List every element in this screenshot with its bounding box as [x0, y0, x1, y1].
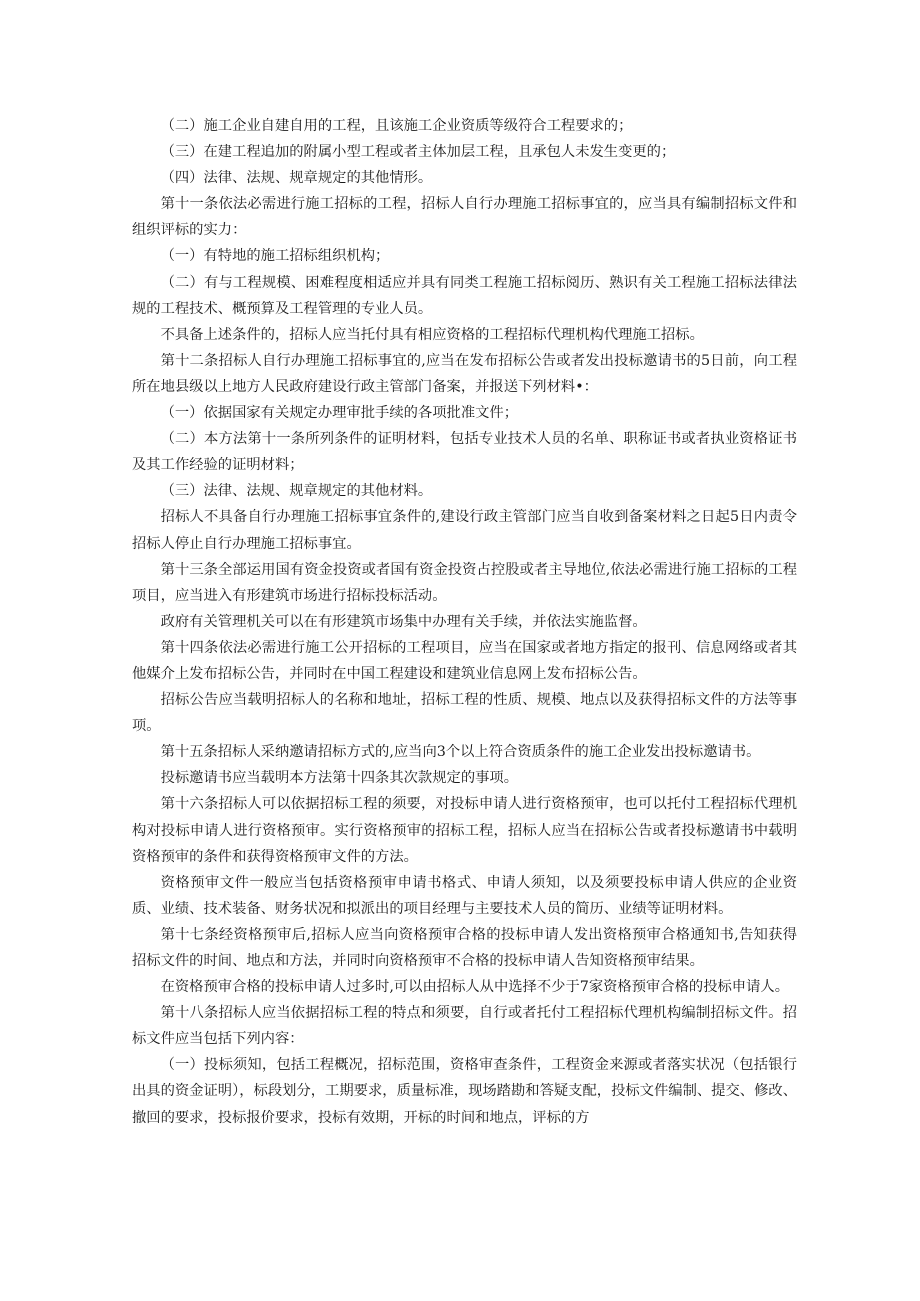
paragraph: （二）有与工程规模、困难程度相适应并具有同类工程施工招标阅历、熟识有关工程施工招标法律法规的工程技术、概预算及工程管理的专业人员。 — [132, 274, 797, 317]
paragraph: 第十一条依法必需进行施工招标的工程，招标人自行办理施工招标事宜的，应当具有编制招标文件和组织评标的实力： — [132, 196, 797, 239]
paragraph: 第十四条依法必需进行施工公开招标的工程项目，应当在国家或者地方指定的报刊、信息网络或者其他媒介上发布招标公告，并同时在中国工程建设和建筑业信息网上发布招标公告。 — [132, 639, 797, 682]
paragraph: （二）施工企业自建自用的工程，且该施工企业资质等级符合工程要求的； — [160, 118, 633, 134]
paragraph: 第十八条招标人应当依据招标工程的特点和须要，自行或者托付工程招标代理机构编制招标文件。招标文件应当包括下列内容： — [132, 1005, 797, 1048]
paragraph: 第十五条招标人采纳邀请招标方式的,应当向3个以上符合资质条件的施工企业发出投标邀请书。 — [160, 744, 761, 761]
paragraph: 招标公告应当载明招标人的名称和地址，招标工程的性质、规模、地点以及获得招标文件的方法等事项。 — [132, 692, 797, 735]
paragraph: （二）本方法第十一条所列条件的证明材料，包括专业技术人员的名单、职称证书或者执业资格证书及其工作经验的证明材料； — [132, 431, 797, 474]
paragraph: （三）在建工程追加的附属小型工程或者主体加层工程，且承包人未发生变更的； — [160, 144, 676, 161]
paragraph: （一）有特地的施工招标组织机构； — [160, 248, 390, 265]
paragraph: 资格预审文件一般应当包括资格预审申请书格式、申请人须知，以及须要投标申请人供应的企业资质、业绩、技术装备、财务状况和拟派出的项目经理与主要技术人员的简历、业绩等证明材料。 — [132, 874, 797, 917]
paragraph: 第十三条全部运用国有资金投资或者国有资金投资占控股或者主导地位,依法必需进行施工招标的工程项目，应当进入有形建筑市场进行招标投标活动。 — [132, 561, 797, 604]
paragraph: 投标邀请书应当载明本方法第十四条其次款规定的事项。 — [160, 770, 519, 787]
paragraph: （一）依据国家有关规定办理审批手续的各项批准文件； — [160, 405, 519, 422]
paragraph: 第十七条经资格预审后,招标人应当向资格预审合格的投标申请人发出资格预审合格通知书,告知获得招标文件的时间、地点和方法，并同时向资格预审不合格的投标申请人告知资格预审结果。 — [132, 926, 797, 969]
paragraph: 政府有关管理机关可以在有形建筑市场集中办理有关手续，并依法实施监督。 — [160, 613, 647, 630]
paragraph: 第十二条招标人自行办理施工招标事宜的,应当在发布招标公告或者发出投标邀请书的5日前，向工程所在地县级以上地方人民政府建设行政主管部门备案，并报送下列材料•： — [132, 352, 797, 395]
document-body — [132, 113, 797, 1131]
paragraph: 在资格预审合格的投标申请人过多时,可以由招标人从中选择不少于7家资格预审合格的投标申请人。 — [160, 979, 789, 996]
paragraph: （四）法律、法规、规章规定的其他情形。 — [160, 170, 433, 187]
paragraph: 不具备上述条件的，招标人应当托付具有相应资格的工程招标代理机构代理施工招标。 — [160, 326, 704, 343]
paragraph: 第十六条招标人可以依据招标工程的须要，对投标申请人进行资格预审，也可以托付工程招标代理机构对投标申请人进行资格预审。实行资格预审的招标工程，招标人应当在招标公告或者投标邀请书中载明资格预审的条件和获得资格预审文件的方法。 — [132, 796, 797, 865]
paragraph: （一）投标须知，包括工程概况，招标范围，资格审查条件，工程资金来源或者落实状况（包括银行出具的资金证明），标段划分，工期要求，质量标准，现场踏勘和答疑支配，投标文件编制、提交、修改、撤回的要求，投标报价要求，投标有效期，开标的时间和地点，评标的方 — [132, 1057, 797, 1126]
paragraph: （三）法律、法规、规章规定的其他材料。 — [160, 483, 433, 500]
paragraph: 招标人不具备自行办理施工招标事宜条件的,建设行政主管部门应当自收到备案材料之日起5日内责令招标人停止自行办理施工招标事宜。 — [132, 509, 797, 552]
